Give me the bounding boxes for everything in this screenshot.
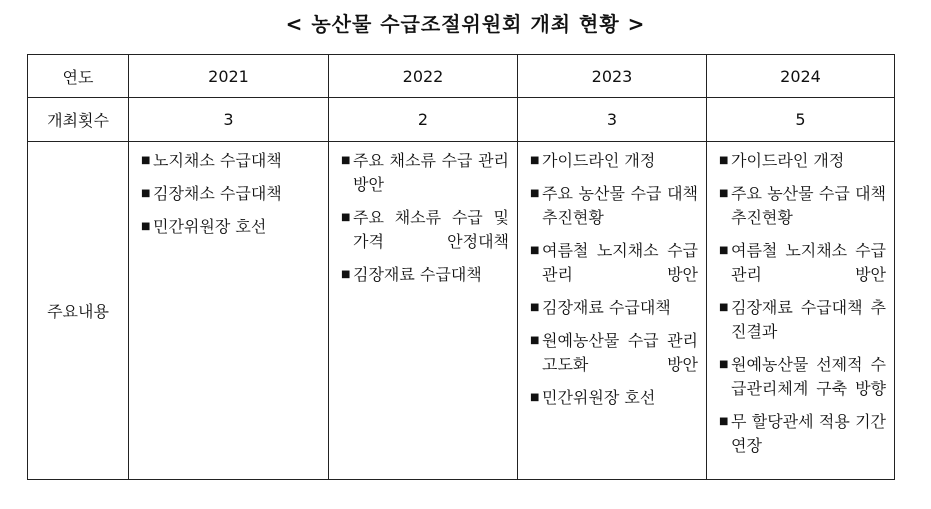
list-item-text: 가이드라인 개정 [731, 151, 845, 170]
list-item [719, 296, 886, 344]
list-item [141, 215, 320, 239]
content-cell [329, 142, 518, 480]
list-item-text: 김장재료 수급대책 추진결과 [731, 298, 886, 341]
list-item [530, 296, 698, 320]
list-item [341, 206, 509, 254]
list-item [141, 182, 320, 206]
bullet-icon: ■ [530, 155, 540, 166]
committee-status-table [27, 54, 895, 480]
count-cell: 2 [329, 98, 518, 142]
bullet-icon: ■ [719, 188, 729, 199]
content-list [129, 142, 328, 239]
list-item [719, 182, 886, 230]
list-item-text: 주요 채소류 수급 및 가격 안정대책 [353, 208, 509, 251]
year-row [28, 55, 895, 98]
list-item-text: 김장재료 수급대책 [353, 265, 482, 284]
bullet-icon: ■ [141, 221, 151, 232]
year-cell: 2021 [129, 55, 329, 98]
list-item [530, 329, 698, 377]
bullet-icon: ■ [530, 188, 540, 199]
bullet-icon: ■ [719, 359, 729, 370]
list-item [530, 386, 698, 410]
list-item-text: 김장채소 수급대책 [153, 184, 282, 203]
list-item-text: 김장재료 수급대책 [542, 298, 671, 317]
bullet-icon: ■ [530, 302, 540, 313]
content-list [707, 142, 894, 458]
list-item-text: 원예농산물 수급 관리 고도화 방안 [542, 331, 698, 374]
list-item-text: 가이드라인 개정 [542, 151, 656, 170]
list-item [719, 149, 886, 173]
list-item-text: 주요 농산물 수급 대책 추진현황 [731, 184, 886, 227]
list-item-text: 민간위원장 호선 [542, 388, 656, 407]
list-item [341, 263, 509, 287]
bullet-icon: ■ [530, 335, 540, 346]
count-cell: 5 [707, 98, 895, 142]
list-item-text: 무 할당관세 적용 기간 연장 [731, 412, 886, 455]
bullet-icon: ■ [719, 155, 729, 166]
bullet-icon: ■ [341, 155, 351, 166]
content-cell [707, 142, 895, 480]
list-item-text: 노지채소 수급대책 [153, 151, 282, 170]
list-item [341, 149, 509, 197]
list-item [719, 239, 886, 287]
bullet-icon: ■ [530, 245, 540, 256]
list-item [530, 239, 698, 287]
list-item [719, 353, 886, 401]
year-cell: 2022 [329, 55, 518, 98]
year-cell: 2023 [518, 55, 707, 98]
list-item-text: 주요 농산물 수급 대책 추진현황 [542, 184, 698, 227]
count-cell: 3 [129, 98, 329, 142]
list-item-text: 여름철 노지채소 수급관리 방안 [542, 241, 698, 284]
list-item-text: 주요 채소류 수급 관리 방안 [353, 151, 509, 194]
list-item-text: 여름철 노지채소 수급관리 방안 [731, 241, 886, 284]
list-item-text: 원예농산물 선제적 수급관리체계 구축 방향 [731, 355, 886, 398]
list-item [719, 410, 886, 458]
list-item [141, 149, 320, 173]
bullet-icon: ■ [719, 416, 729, 427]
count-header: 개최횟수 [28, 98, 129, 142]
content-row [28, 142, 895, 480]
bullet-icon: ■ [341, 212, 351, 223]
content-cell [129, 142, 329, 480]
content-header: 주요내용 [28, 142, 129, 480]
list-item [530, 182, 698, 230]
bullet-icon: ■ [719, 245, 729, 256]
count-cell: 3 [518, 98, 707, 142]
bullet-icon: ■ [141, 155, 151, 166]
bullet-icon: ■ [141, 188, 151, 199]
year-cell: 2024 [707, 55, 895, 98]
content-list [329, 142, 517, 287]
bullet-icon: ■ [341, 269, 351, 280]
content-cell [518, 142, 707, 480]
bullet-icon: ■ [530, 392, 540, 403]
bullet-icon: ■ [719, 302, 729, 313]
year-header: 연도 [28, 55, 129, 98]
count-row [28, 98, 895, 142]
page-title: < 농산물 수급조절위원회 개최 현황 > [285, 12, 646, 36]
list-item-text: 민간위원장 호선 [153, 217, 267, 236]
content-list [518, 142, 706, 410]
list-item [530, 149, 698, 173]
